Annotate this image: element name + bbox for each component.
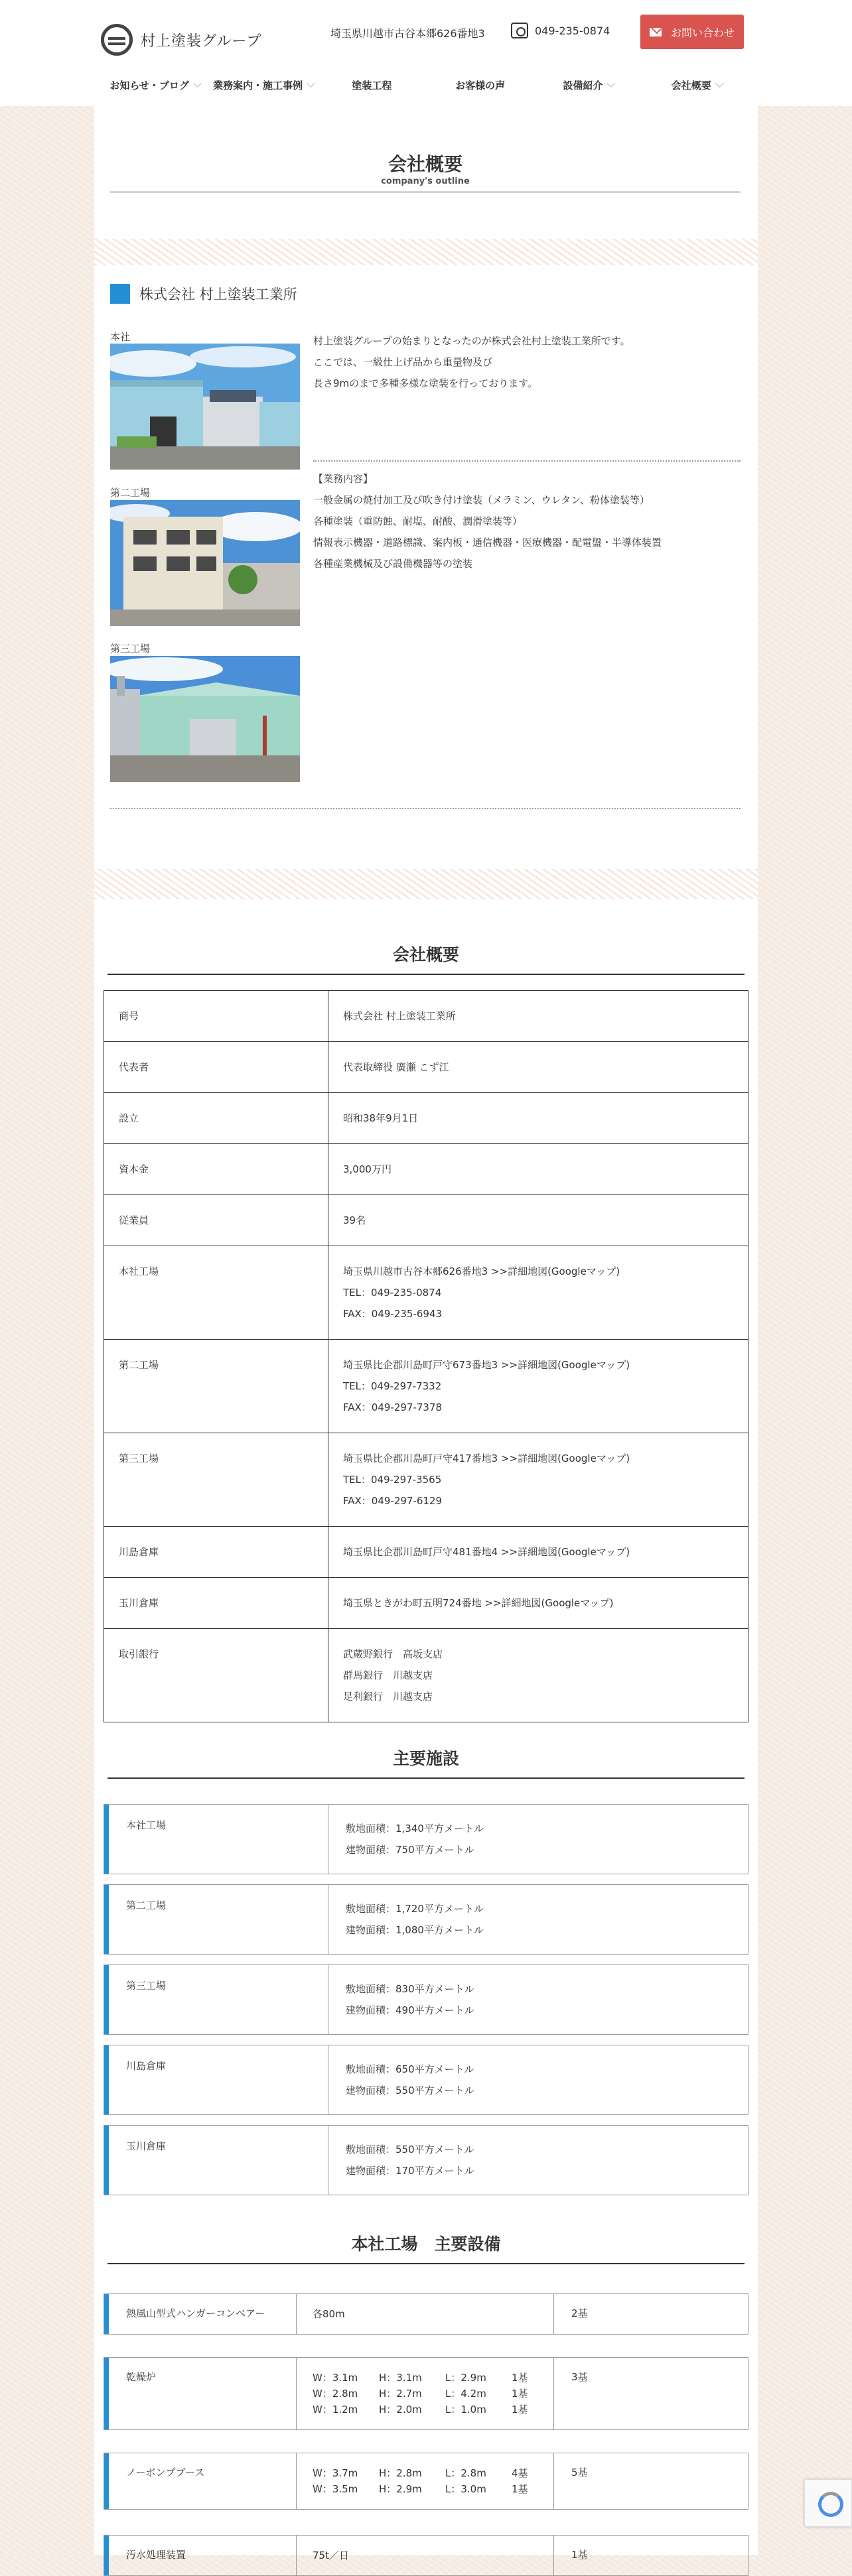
site-logo[interactable] [101,24,261,56]
equipment-row [104,2453,748,2510]
factory-photo [110,656,300,782]
divider [110,808,741,809]
spec-cell: 4基 [512,2467,528,2479]
row-key: 本社工場 [104,1246,328,1340]
facility-name: 本社工場 [104,1805,328,1874]
equipment-row [104,2293,748,2335]
intro-line: 長さ9mのまで多種多様な塗装を行っております。 [313,377,537,389]
table-row [104,1340,748,1433]
phone-icon [511,23,528,38]
intro-text [313,330,745,394]
spec-cell: L：1.0m [445,2404,486,2415]
facility-value [328,1965,748,2034]
spec-cell: W：3.7m [313,2467,358,2479]
value-line: 建物面積：550平方メートル [346,2085,474,2096]
table-row [104,991,748,1042]
nav-item-news[interactable] [101,72,209,98]
row-key: 川島倉庫 [104,1527,328,1578]
row-value [328,1144,748,1195]
spec-text: 各80m [313,2308,345,2320]
value-line: 埼玉県比企郡川島町戸守673番地3 >>詳細地図(Googleマップ) [343,1359,630,1371]
mail-icon [650,28,662,36]
business-title: 【業務内容】 [313,473,374,485]
spec-cell: W：3.5m [313,2483,358,2495]
contact-label: お問い合わせ [670,26,735,39]
building-photo [110,500,300,626]
value-line: 埼玉県ときがわ町五明724番地 >>詳細地図(Googleマップ) [343,1597,614,1609]
row-key: 従業員 [104,1195,328,1246]
nav-label: 業務案内・施工事例 [212,79,303,92]
facilities-heading: 主要施設 [107,1746,745,1779]
table-row [104,1578,748,1629]
intro-line: 村上塗装グループの始まりとなったのが株式会社村上塗装工業所です。 [313,335,630,347]
value-line: 3,000万円 [343,1163,391,1175]
header-address: 埼玉県川越市古谷本郷626番地3 [330,27,485,40]
facility-name: 玉川倉庫 [104,2126,328,2195]
value-line: 埼玉県川越市古谷本郷626番地3 >>詳細地図(Googleマップ) [343,1265,620,1277]
business-line: 一般金属の焼付加工及び吹き付け塗装（メラミン、ウレタン、粉体塗装等） [313,494,650,506]
value-line: TEL：049-297-3565 [343,1474,442,1486]
value-line: 敷地面積：1,720平方メートル [346,1903,484,1915]
equipment-spec [297,2294,554,2334]
nav-item-services[interactable] [209,72,317,98]
intro-line: ここでは、一級仕上げ品から重量物及び [313,356,493,368]
facility-name: 第二工場 [104,1885,328,1954]
equipment-spec [297,2358,554,2429]
row-key: 取引銀行 [104,1629,328,1722]
value-line: 敷地面積：1,340平方メートル [346,1823,484,1835]
header-tel[interactable] [511,23,610,38]
table-row [104,1527,748,1578]
equipment-count: 2基 [571,2307,588,2319]
table-row [104,1246,748,1340]
spec-cell: H：2.0m [379,2404,422,2415]
facility-row [104,1804,748,1874]
spec-cell: H：2.7m [379,2388,422,2400]
value-line: 39名 [343,1214,366,1226]
nav-label: 設備紹介 [563,79,603,92]
value-line: 株式会社 村上塗装工業所 [343,1010,456,1022]
business-line: 各種産業機械及び設備機器等の塗装 [313,558,473,570]
row-key: 代表者 [104,1042,328,1093]
table-row [104,1433,748,1527]
square-bullet-icon [110,284,130,304]
row-value [328,1093,748,1144]
company-name: 株式会社 村上塗装工業所 [139,287,297,302]
row-key: 設立 [104,1093,328,1144]
equipment-count: 1基 [571,2549,588,2561]
chevron-down-icon [607,79,616,88]
facility-row [104,1884,748,1955]
value-line: FAX：049-297-6129 [343,1495,443,1507]
equipment-row [104,2535,748,2576]
value-line: 建物面積：750平方メートル [346,1844,474,1856]
row-value [328,1340,748,1433]
spec-line [313,2370,537,2386]
row-value [328,1629,748,1722]
spec-cell: 1基 [512,2404,528,2415]
value-line: 敷地面積：830平方メートル [346,1983,474,1995]
chevron-down-icon [715,79,724,88]
equipment-name: 熱風山型式ハンガーコンベアー [104,2294,297,2334]
spec-cell: H：3.1m [379,2372,422,2384]
value-line: 武蔵野銀行 高坂支店 [343,1648,443,1660]
recaptcha-badge-icon[interactable] [804,2479,852,2527]
equipment-count: 3基 [571,2371,588,2383]
pattern-band [94,239,758,265]
nav-item-equipment[interactable] [534,72,642,98]
page-subtitle: company's outline [381,176,470,186]
chevron-down-icon [307,79,315,88]
row-key: 第三工場 [104,1433,328,1527]
value-line: 敷地面積：650平方メートル [346,2063,474,2075]
value-line: FAX：049-235-6943 [343,1308,443,1320]
value-line: 敷地面積：550平方メートル [346,2144,474,2156]
value-line: 建物面積：490平方メートル [346,2004,474,2016]
value-line: 埼玉県比企郡川島町戸守481番地4 >>詳細地図(Googleマップ) [343,1546,630,1558]
equipment-name: ノーポンプブース [104,2453,297,2509]
nav-label: お客様の声 [455,79,506,92]
facility-row [104,2045,748,2115]
spec-cell: H：2.9m [379,2483,422,2495]
spec-cell: L：2.9m [445,2372,486,2384]
value-line: FAX：049-297-7378 [343,1401,443,1413]
nav-label: お知らせ・ブログ [109,79,189,92]
value-line: 代表取締役 廣瀬 こず江 [343,1061,449,1073]
logo-text: 村上塗装グループ [141,32,262,50]
global-nav [101,72,751,98]
value-line: 足利銀行 川越支店 [343,1691,433,1703]
row-value [328,1246,748,1340]
facility-value [328,1805,748,1874]
facility-value [328,2126,748,2195]
divider [313,460,741,462]
table-row [104,1042,748,1093]
nav-label: 会社概要 [671,79,711,92]
spec-cell: L：3.0m [445,2483,486,2495]
chevron-down-icon [193,79,202,88]
table-row [104,1629,748,1722]
table-row [104,1093,748,1144]
row-key: 商号 [104,991,328,1042]
value-line: 埼玉県比企郡川島町戸守417番地3 >>詳細地図(Googleマップ) [343,1452,630,1464]
pattern-band [94,869,758,899]
row-value [328,1578,748,1629]
overview-heading: 会社概要 [107,942,745,975]
row-key: 資本金 [104,1144,328,1195]
tel-number: 049-235-0874 [535,24,610,37]
value-line: 昭和38年9月1日 [343,1112,419,1124]
business-line: 情報表示機器・道路標識、案内板・通信機器・医療機器・配電盤・半導体装置 [313,537,662,548]
table-row [104,1195,748,1246]
equipment-spec [297,2453,554,2509]
spec-cell: L：4.2m [445,2388,486,2400]
contact-button[interactable] [640,15,744,49]
row-key: 第二工場 [104,1340,328,1433]
facility-value [328,2045,748,2114]
photo-label: 第二工場 [110,487,151,499]
value-line: 建物面積：170平方メートル [346,2165,474,2177]
equipment-name: 乾燥炉 [104,2358,297,2429]
spec-line [313,2481,537,2497]
site-header [0,0,852,106]
spec-text: 75t／日 [313,2549,349,2561]
row-value [328,1042,748,1093]
equipment-count: 5基 [571,2467,588,2479]
nav-item-process[interactable] [318,72,426,98]
facility-name: 川島倉庫 [104,2045,328,2114]
photo-label: 本社 [110,331,131,343]
nav-item-voice[interactable] [426,72,534,98]
spec-cell: 1基 [512,2372,528,2384]
facility-row [104,2125,748,2195]
equipment-row [104,2357,748,2430]
value-line: TEL：049-297-7332 [343,1380,442,1392]
row-value [328,1527,748,1578]
photo-label: 第三工場 [110,643,151,655]
table-row [104,1144,748,1195]
spec-line [313,2465,537,2481]
value-line: TEL：049-235-0874 [343,1287,442,1299]
spec-cell: 1基 [512,2388,528,2400]
company-heading [110,284,297,304]
company-info-table [104,990,748,1722]
spec-cell: L：2.8m [445,2467,486,2479]
spec-cell: W：1.2m [313,2404,358,2415]
row-value [328,1195,748,1246]
equipment-heading: 本社工場 主要設備 [107,2231,745,2264]
facility-name: 第三工場 [104,1965,328,2034]
equipment-spec [297,2536,554,2575]
facility-row [104,1964,748,2035]
value-line: 建物面積：1,080平方メートル [346,1924,484,1936]
spec-line [313,2402,537,2417]
row-value [328,1433,748,1527]
nav-item-company[interactable] [643,72,751,98]
equipment-name: 汚水処理装置 [104,2536,297,2575]
spec-cell: W：2.8m [313,2388,358,2400]
row-key: 玉川倉庫 [104,1578,328,1629]
spec-cell: H：2.8m [379,2467,422,2479]
value-line: 群馬銀行 川越支店 [343,1669,433,1681]
spec-line [313,2386,537,2402]
spec-cell: W：3.1m [313,2372,358,2384]
logo-mark-icon [101,24,133,56]
facility-value [328,1885,748,1954]
business-text [313,468,745,574]
nav-label: 塗装工程 [352,79,392,92]
spec-cell: 1基 [512,2483,528,2495]
page-title-block [110,150,741,192]
business-line: 各種塗装（重防蝕、耐塩、耐酸、潤滑塗装等） [313,515,523,527]
factory-photo [110,344,300,470]
page-title: 会社概要 [388,153,462,175]
row-value [328,991,748,1042]
